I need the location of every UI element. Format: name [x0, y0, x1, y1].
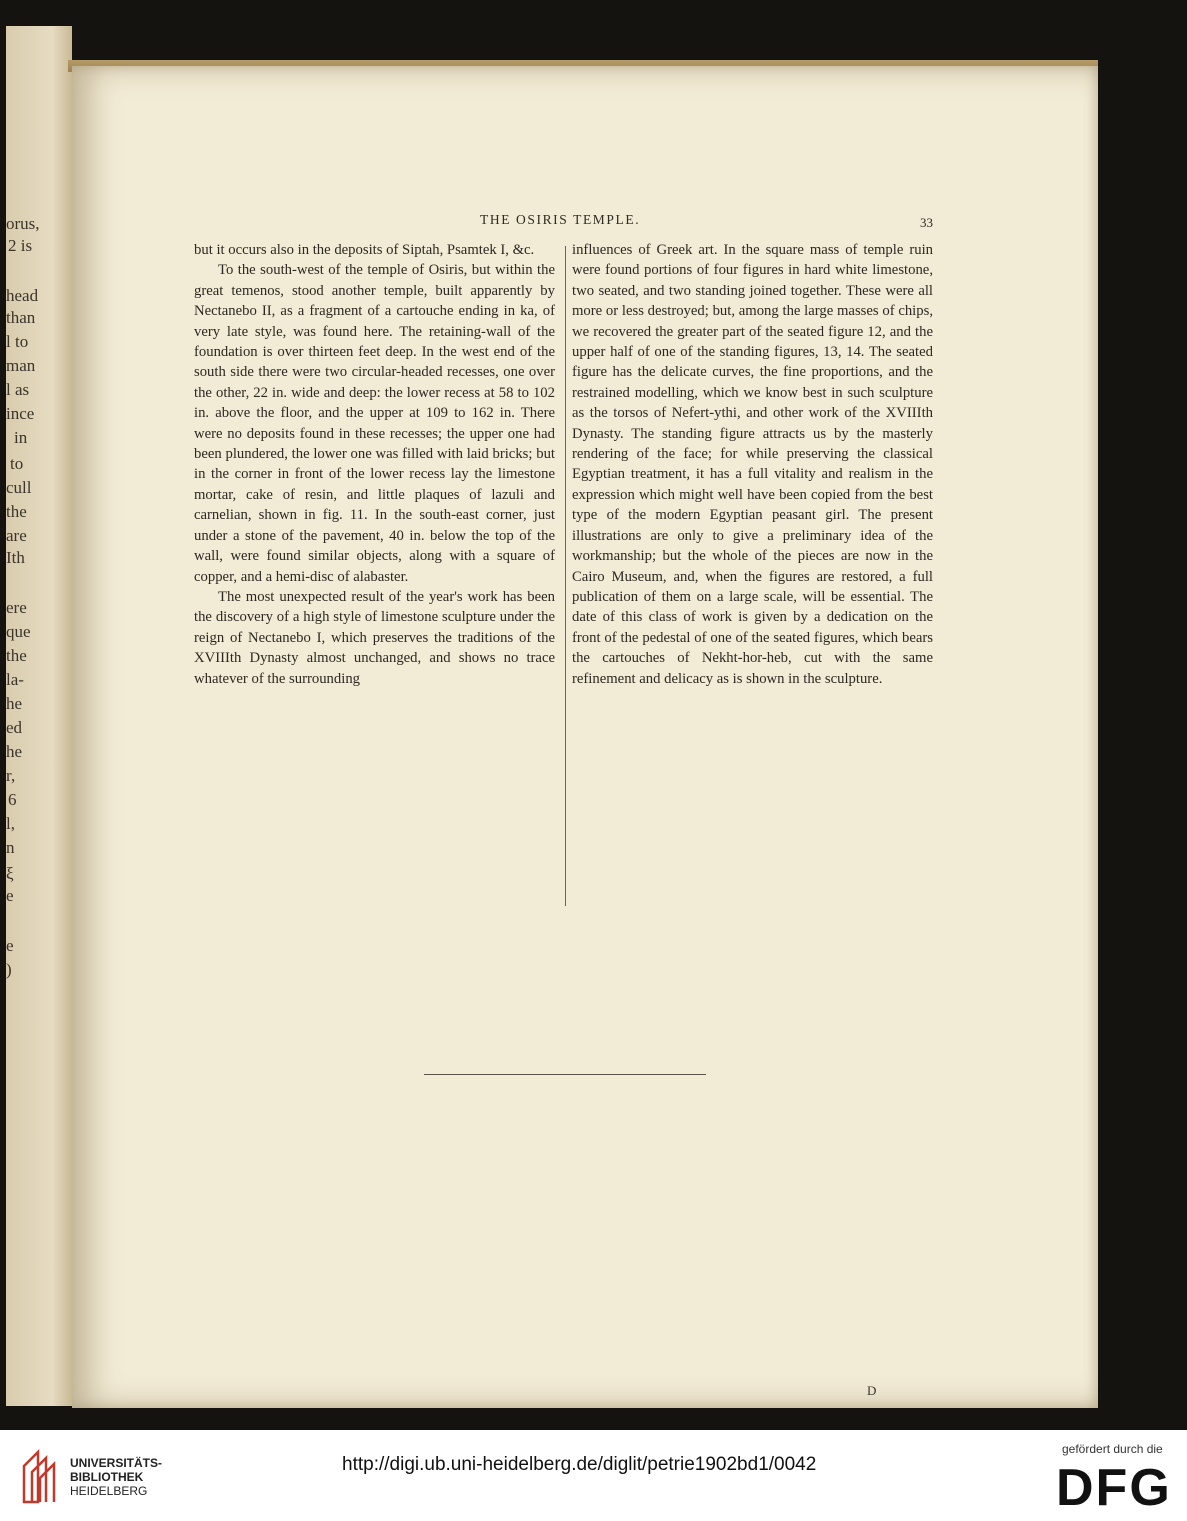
prev-page-fragment: n [6, 838, 15, 857]
column-divider [565, 246, 566, 906]
library-logo-icon [20, 1444, 60, 1504]
library-name-line: BIBLIOTHEK [70, 1470, 144, 1484]
permalink-url[interactable]: http://digi.ub.uni-heidelberg.de/diglit/petrie1902bd1/0042 [342, 1454, 817, 1475]
text-column-left [194, 240, 555, 689]
prev-page-fragment: la- [6, 670, 24, 689]
prev-page-fragment: r, [6, 766, 16, 785]
text-column-right [572, 240, 933, 689]
prev-page-fragment: are [6, 526, 27, 545]
prev-page-fragment: head [6, 286, 39, 305]
prev-page-fragment: to [10, 454, 24, 473]
prev-page-fragment: ed [6, 718, 23, 737]
prev-page-fragment: ere [6, 598, 27, 617]
prev-page-fragment: man [6, 356, 36, 375]
prev-page-fragment: ince [6, 404, 35, 423]
prev-page-fragment: l as [6, 380, 30, 399]
signature-mark: D [867, 1383, 877, 1398]
paragraph: influences of Greek art. In the square mass of temple ruin were found portions of four figures in hard white limestone, two seated, and two standing joined together. These were all more or less destroyed; but, among the large masses of chips, we recovered the greater part of the seated figure 12, and the upper half of one of the standing figures, 13, 14. The seated figure has the delicate curves, the fine proportions, and the restrained modelling, which we know best in such sculpture as the torsos of Nefert-ythi, and other work of the XVIIIth Dynasty. The standing figure attracts us by the masterly rendering of the face; for while preserving the classical Egyptian treatment, it has a full vitality and realism in the expression which might well have been copied from the best type of the modern Egyptian peasant girl. The present illustrations are only to give a preliminary idea of the workmanship; but the whole of the pieces are now in the Cairo Museum, and, when the figures are restored, a full publication of them on a large scale, will be essential. The date of this class of work is given by a dedication on the front of the pedestal of one of the seated figures, which bears the cartouches of Nekht-hor-heb, cut with the same refinement and delicacy as is shown in the sculpture. [572, 242, 933, 687]
prev-page-fragment: Ith [6, 548, 25, 567]
prev-page-fragment: cull [6, 478, 32, 497]
prev-page-fragment: than [6, 308, 36, 327]
dfg-logo: DFG [1056, 1459, 1172, 1517]
library-name [70, 1456, 162, 1498]
funding-label: gefördert durch die [1062, 1442, 1163, 1456]
library-name-line: HEIDELBERG [70, 1484, 148, 1498]
prev-page-fragment: 6 [8, 790, 17, 809]
prev-page-fragment: que [6, 622, 31, 641]
paragraph: To the south-west of the temple of Osiris, but within the great temenos, stood another temple, built apparently by Nectanebo II, as a fragment of a cartouche ending in ka, of very late style, was found here. The retaining-wall of the foundation is over thirteen feet deep. In the west end of the south side there were two circular-headed recesses, one over the other, 22 in. wide and deep: the lower recess at 58 to 102 in. above the floor, and the upper at 109 to 162 in. There were no deposits found in these recesses; the upper one had been plundered, the lower one was filled with laid bricks; but in the corner in front of the lower recess lay the limestone mortar, cake of resin, and little plaques of lazuli and carnelian, shown in fig. 11. In the south-east corner, just under a stone of the pavement, 40 in. below the top of the wall, were found similar objects, along with a square of copper, and a hemi-disc of alabaster. [194, 262, 555, 585]
viewer-footer [0, 1430, 1187, 1521]
prev-page-fragment: the [6, 502, 27, 521]
prev-page-fragment: in [14, 428, 28, 447]
prev-page-fragment: e [6, 886, 14, 905]
library-name-line: UNIVERSITÄTS- [70, 1456, 163, 1470]
prev-page-fragment: the [6, 646, 27, 665]
prev-page-fragment: e [6, 936, 14, 955]
paragraph: but it occurs also in the deposits of Siptah, Psamtek I, &c. [194, 242, 535, 258]
running-head: THE OSIRIS TEMPLE. [480, 212, 641, 227]
prev-page-fragment: ξ [6, 864, 14, 883]
prev-page-fragment: 2 is [8, 236, 33, 255]
prev-page-fragment: l to [6, 332, 29, 351]
prev-page-fragment: orus, [6, 214, 40, 233]
prev-page-fragment: he [6, 742, 23, 761]
prev-page-fragment: ) [6, 960, 12, 979]
prev-page-fragment: l, [6, 814, 15, 833]
prev-page-fragment: he [6, 694, 23, 713]
section-end-rule [424, 1074, 706, 1075]
paragraph: The most unexpected result of the year's work has been the discovery of a high style of limestone sculpture under the reign of Nectanebo I, which preserves the traditions of the XVIIIth Dynasty almost unchanged, and shows no trace whatever of the surrounding [194, 588, 555, 687]
previous-page-edge [6, 26, 72, 1406]
page-number: 33 [920, 215, 933, 230]
